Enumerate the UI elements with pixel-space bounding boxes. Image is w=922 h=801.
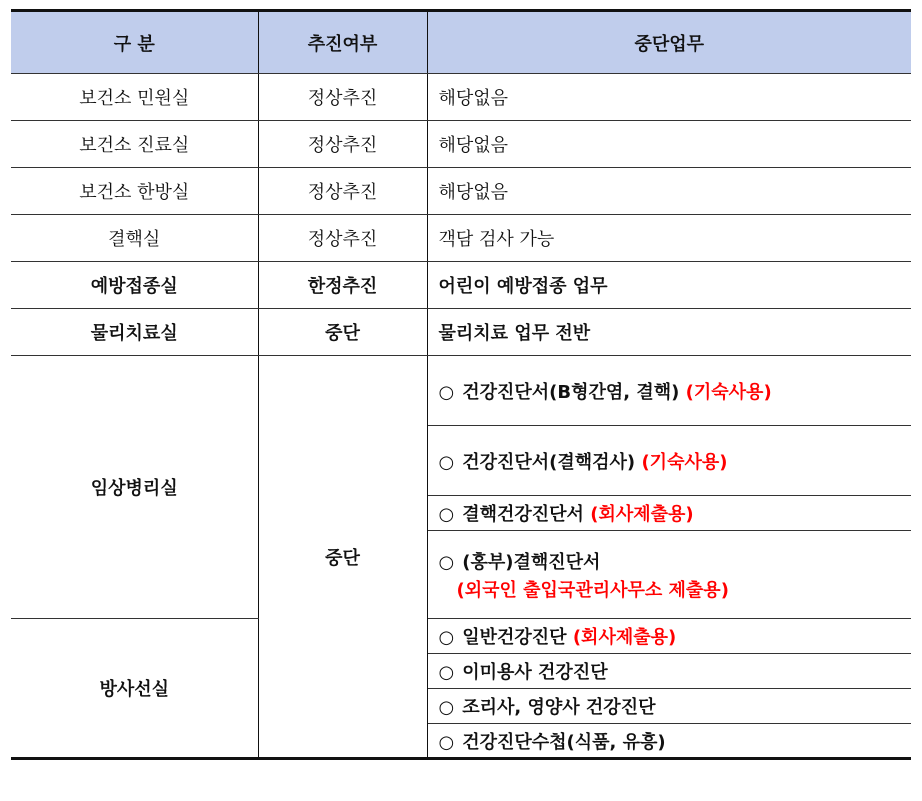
circle-bullet-icon: ○ [438,504,455,525]
table-row [11,619,911,654]
status-cell: 정상추진 [258,168,427,215]
circle-bullet-icon: ○ [438,662,455,683]
work-item: ○ 일반건강진단 (회사제출용) [427,619,911,654]
work-cell: 객담 검사 가능 [427,215,911,262]
work-item: ○ 건강진단서(B형간염, 결핵) (기숙사용) [427,356,911,426]
header-row [11,11,911,74]
note-text: (외국인 출입국관리사무소 제출용) [456,579,729,601]
circle-bullet-icon: ○ [438,731,455,753]
category-cell-radiology: 방사선실 [11,619,258,759]
note-text: (회사제출용) [572,627,677,648]
table-row [11,309,911,356]
table-row [11,215,911,262]
work-cell: 물리치료 업무 전반 [427,309,911,356]
header-category: 구 분 [11,11,258,74]
work-item: ○ 건강진단수첩(식품, 유흥) [427,724,911,759]
category-cell: 보건소 한방실 [11,168,258,215]
header-status: 추진여부 [258,11,427,74]
table-row [11,262,911,309]
category-cell: 물리치료실 [11,309,258,356]
work-item: ○ 이미용사 건강진단 [427,654,911,689]
table-row [11,121,911,168]
category-cell: 결핵실 [11,215,258,262]
work-cell: 해당없음 [427,168,911,215]
suspended-services-table [11,9,911,760]
work-item: ○ 건강진단서(결핵검사) (기숙사용) [427,426,911,496]
circle-bullet-icon: ○ [438,451,455,473]
circle-bullet-icon: ○ [438,627,455,648]
note-text: (기숙사용) [641,451,728,473]
category-cell-clinical-pathology: 임상병리실 [11,356,258,619]
circle-bullet-icon: ○ [438,551,455,573]
table-row [11,74,911,121]
status-cell: 정상추진 [258,121,427,168]
category-cell: 예방접종실 [11,262,258,309]
category-cell: 보건소 진료실 [11,121,258,168]
status-cell: 한정추진 [258,262,427,309]
work-cell: 해당없음 [427,74,911,121]
category-cell: 보건소 민원실 [11,74,258,121]
circle-bullet-icon: ○ [438,697,455,718]
work-item: ○ 결핵건강진단서 (회사제출용) [427,496,911,531]
note-text: (회사제출용) [590,504,694,525]
note-text: (기숙사용) [685,381,772,403]
work-item: ○ (홍부)결핵진단서 (외국인 출입국관리사무소 제출용) [427,531,911,619]
status-cell: 정상추진 [258,215,427,262]
work-cell: 어린이 예방접종 업무 [427,262,911,309]
table-row [11,168,911,215]
status-cell: 정상추진 [258,74,427,121]
status-cell: 중단 [258,309,427,356]
work-item: ○ 조리사, 영양사 건강진단 [427,689,911,724]
header-suspended-work: 중단업무 [427,11,911,74]
table-row [11,356,911,426]
work-cell: 해당없음 [427,121,911,168]
status-cell-merged: 중단 [258,356,427,759]
circle-bullet-icon: ○ [438,381,455,403]
